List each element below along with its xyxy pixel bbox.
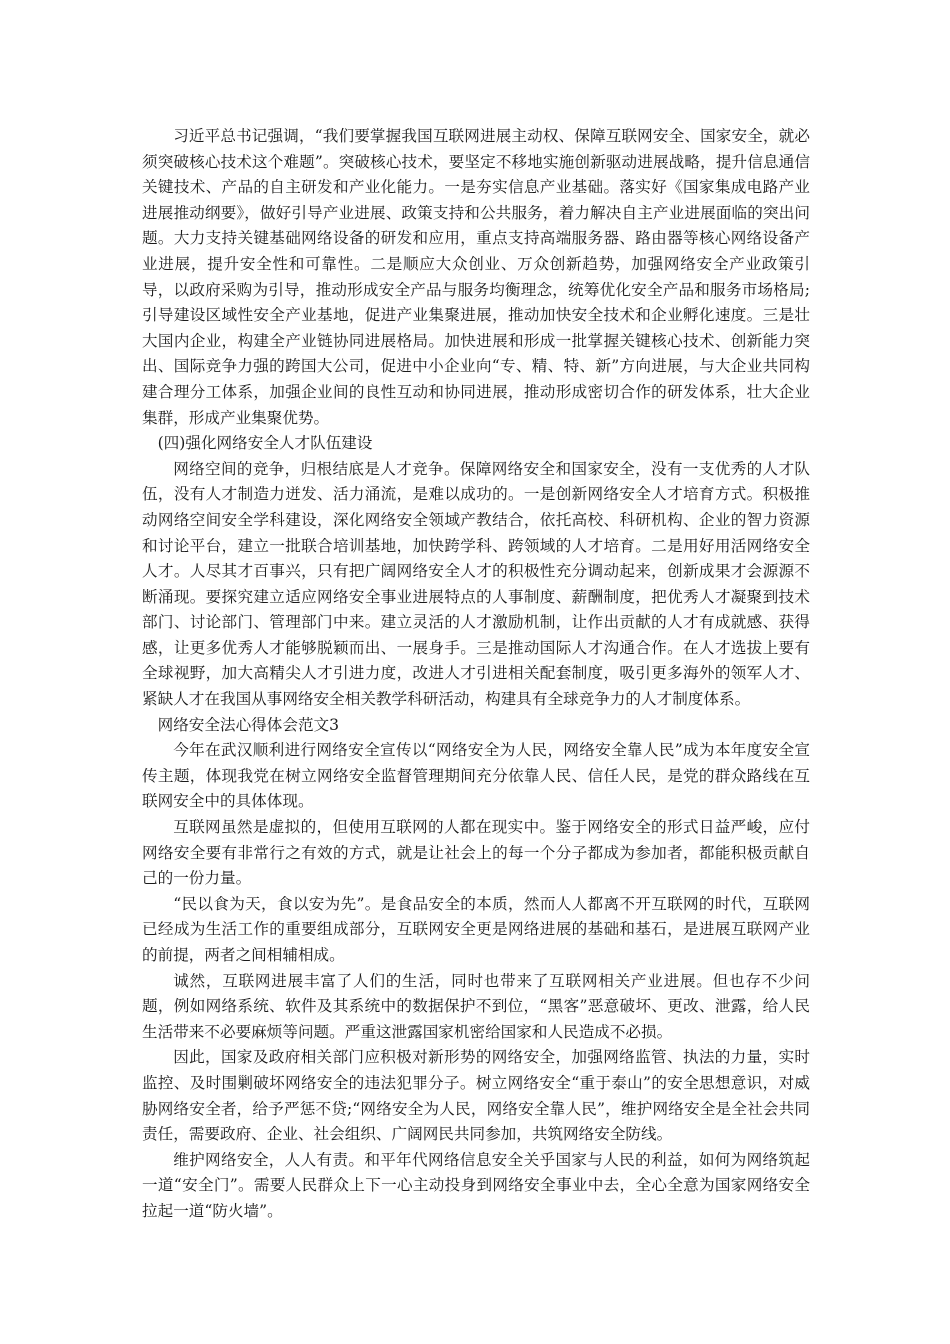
paragraph-problems: 诚然，互联网进展丰富了人们的生活，同时也带来了互联网相关产业进展。但也存不少问题，例如网络系统、软件及其系统中的数据保护不到位，“黑客”恶意破坏、更改、泄露，给人民生活带来不必要麻烦等问题。严重这泄露国家机密给国家和人民造成不必损。 <box>142 971 810 1041</box>
section-heading-talent: (四)强化网络安全人才队伍建设 <box>157 434 373 453</box>
paragraph-wuhan-campaign: 今年在武汉顺利进行网络安全宣传以“网络安全为人民，网络安全靠人民”成为本年度安全宣传主题，体现我党在树立网络安全监督管理期间充分依靠人民、信任人民，是党的群众路线在互联网安全中的具体体现。 <box>142 741 810 811</box>
paragraph-everyone-responsible: 维护网络安全，人人有责。和平年代网络信息安全关乎国家与人民的利益，如何为网络筑起一道“安全门”。需要人民群众上下一心主动投身到网络安全事业中去，全心全意为国家网络安全拉起一道“防火墙”。 <box>142 1150 810 1220</box>
paragraph-virtual-internet: 互联网虽然是虚拟的，但使用互联网的人都在现实中。鉴于网络安全的形式日益严峻，应付网络安全要有非常行之有效的方式，就是让社会上的每一个分子都成为参加者，都能积极贡献自己的一份力量。 <box>142 818 810 888</box>
paragraph-core-technology: 习近平总书记强调，“我们要掌握我国互联网进展主动权、保障互联网安全、国家安全，就必须突破核心技术这个难题”。突破核心技术，要坚定不移地实施创新驱动进展战略，提升信息通信关键技术、产品的自主研发和产业化能力。一是夯实信息产业基础。落实好《国家集成电路产业进展推动纲要》，做好引导产业进展、政策支持和公共服务，着力解决自主产业进展面临的突出问题。大力支持关键基础网络设备的研发和应用，重点支持高端服务器、路由器等核心网络设备产业进展，提升安全性和可靠性。二是顺应大众创业、万众创新趋势，加强网络安全产业政策引导，以政府采购为引导，推动形成安全产品与服务均衡理念，统筹优化安全产品和服务市场格局;引导建设区域性安全产业基地，促进产业集聚进展，推动加快安全技术和企业孵化速度。三是壮大国内企业，构建全产业链协同进展格局。加快进展和形成一批掌握关键核心技术、创新能力突出、国际竞争力强的跨国大公司，促进中小企业向“专、精、特、新”方向进展，与大企业共同构建合理分工体系，加强企业间的良性互动和协同进展，推动形成密切合作的研发体系，壮大企业集群，形成产业集聚优势。 <box>142 127 810 427</box>
paragraph-government-action: 因此，国家及政府相关部门应积极对新形势的网络安全，加强网络监管、执法的力量，实时监控、及时围剿破坏网络安全的违法犯罪分子。树立网络安全“重于泰山”的安全思想意识，对威胁网络安全者，给予严惩不贷;“网络安全为人民，网络安全靠人民”，维护网络安全是全社会共同责任，需要政府、企业、社会组织、广阔网民共同参加，共筑网络安全防线。 <box>142 1048 810 1144</box>
section-heading-essay-3: 网络安全法心得体会范文3 <box>157 715 340 734</box>
paragraph-talent-competition: 网络空间的竞争，归根结底是人才竞争。保障网络安全和国家安全，没有一支优秀的人才队伍，没有人才制造力迸发、活力涌流，是难以成功的。一是创新网络安全人才培育方式。积极推动网络空间安全学科建设，深化网络安全领域产教结合，依托高校、科研机构、企业的智力资源和讨论平台，建立一批联合培训基地，加快跨学科、跨领域的人才培育。二是用好用活网络安全人才。人尽其才百事兴，只有把广阔网络安全人才的积极性充分调动起来，创新成果才会源源不断涌现。要探究建立适应网络安全事业进展特点的人事制度、薪酬制度，把优秀人才凝聚到技术部门、讨论部门、管理部门中来。建立灵活的人才激励机制，让作出贡献的人才有成就感、获得感，让更多优秀人才能够脱颖而出、一展身手。三是推动国际人才沟通合作。在人才选拔上要有全球视野，加大高精尖人才引进力度，改进人才引进相关配套制度，吸引更多海外的领军人才、紧缺人才在我国从事网络安全相关教学科研活动，构建具有全球竞争力的人才制度体系。 <box>142 459 810 709</box>
paragraph-food-safety-analogy: “民以食为天，食以安为先”。是食品安全的本质，然而人人都离不开互联网的时代，互联网已经成为生活工作的重要组成部分，互联网安全更是网络进展的基础和基石，是进展互联网产业的前提，两者之间相辅相成。 <box>142 894 810 964</box>
document-page <box>142 124 810 1225</box>
